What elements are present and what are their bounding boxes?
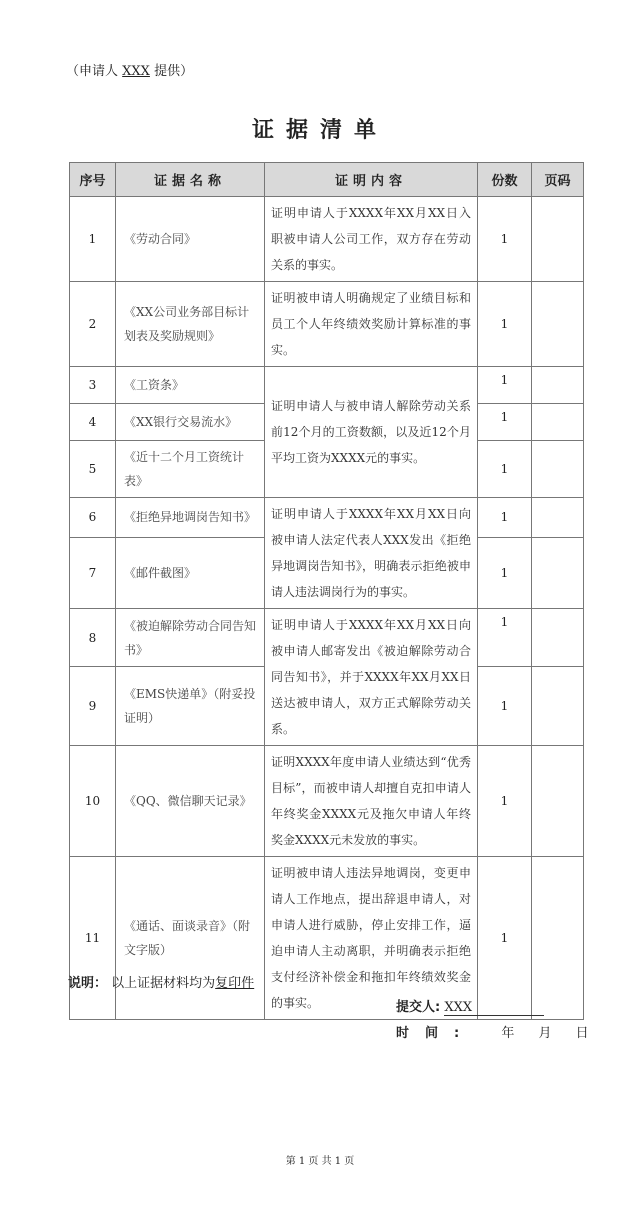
evidence-name: 《XX银行交易流水》 — [116, 404, 265, 441]
submitter-line — [396, 996, 544, 1016]
date-blank: 年 月 日 — [501, 1026, 589, 1041]
page-footer: 第 1 页 共 1 页 — [285, 1156, 355, 1167]
table-row — [70, 367, 584, 404]
copies: 1 — [478, 404, 532, 441]
evidence-name: 《近十二个月工资统计表》 — [116, 441, 265, 498]
applicant-suffix: 提供） — [154, 64, 194, 79]
row-number: 4 — [70, 404, 116, 441]
remark — [68, 972, 254, 991]
row-number: 7 — [70, 537, 116, 608]
header-no: 序号 — [70, 163, 116, 197]
row-number: 11 — [70, 857, 116, 1020]
page-number — [532, 667, 584, 746]
row-number: 6 — [70, 498, 116, 538]
table-row — [70, 282, 584, 367]
evidence-name: 《通话、面谈录音》（附文字版） — [116, 857, 265, 1020]
copies: 1 — [478, 857, 532, 1020]
table-row — [70, 746, 584, 857]
header-copies: 份数 — [478, 163, 532, 197]
row-number: 8 — [70, 609, 116, 667]
page-number — [532, 746, 584, 857]
evidence-name: 《EMS快递单》（附妥投证明） — [116, 667, 265, 746]
applicant-name: XXX — [122, 64, 150, 79]
page-number — [532, 609, 584, 667]
page-number — [532, 404, 584, 441]
date-line — [396, 1022, 589, 1041]
copies: 1 — [478, 746, 532, 857]
page-number — [532, 537, 584, 608]
table-row — [70, 197, 584, 282]
row-number: 2 — [70, 282, 116, 367]
table-header-row — [70, 163, 584, 197]
submitter-label: 提交人: — [396, 1000, 441, 1015]
row-number: 9 — [70, 667, 116, 746]
copies: 1 — [478, 367, 532, 404]
row-number: 3 — [70, 367, 116, 404]
evidence-name: 《XX公司业务部目标计划表及奖励规则》 — [116, 282, 265, 367]
remark-text: 以上证据材料均为 — [111, 976, 216, 991]
page-number — [532, 441, 584, 498]
copies: 1 — [478, 667, 532, 746]
page-title: 证据清单 — [251, 118, 388, 143]
evidence-table — [69, 162, 584, 1020]
evidence-name: 《邮件截图》 — [116, 537, 265, 608]
header-content: 证明内容 — [265, 163, 478, 197]
evidence-content: 证明申请人于XXXX年XX月XX日入职被申请人公司工作，双方存在劳动关系的事实。 — [265, 197, 478, 282]
remark-underlined: 复印件 — [215, 976, 255, 991]
evidence-name: 《工资条》 — [116, 367, 265, 404]
evidence-content: 证明申请人与被申请人解除劳动关系前12个月的工资数额，以及近12个月平均工资为XXXX元的事实。 — [265, 367, 478, 498]
page-number — [532, 282, 584, 367]
evidence-content: 证明申请人于XXXX年XX月XX日向被申请人邮寄发出《被迫解除劳动合同告知书》，并于XXXX年XX月XX日送达被申请人，双方正式解除劳动关系。 — [265, 609, 478, 746]
evidence-content: 证明被申请人明确规定了业绩目标和员工个人年终绩效奖励计算标准的事实。 — [265, 282, 478, 367]
copies: 1 — [478, 609, 532, 667]
copies: 1 — [478, 498, 532, 538]
evidence-content: 证明申请人于XXXX年XX月XX日向被申请人法定代表人XXX发出《拒绝异地调岗告知书》，明确表示拒绝被申请人违法调岗行为的事实。 — [265, 498, 478, 609]
copies: 1 — [478, 441, 532, 498]
row-number: 10 — [70, 746, 116, 857]
applicant-line — [66, 60, 193, 79]
table-row — [70, 609, 584, 667]
header-page: 页码 — [532, 163, 584, 197]
copies: 1 — [478, 197, 532, 282]
remark-label: 说明： — [68, 976, 108, 991]
row-number: 5 — [70, 441, 116, 498]
page-number — [532, 498, 584, 538]
evidence-name: 《劳动合同》 — [116, 197, 265, 282]
evidence-name: 《被迫解除劳动合同告知书》 — [116, 609, 265, 667]
header-name: 证据名称 — [116, 163, 265, 197]
evidence-name: 《拒绝异地调岗告知书》 — [116, 498, 265, 538]
copies: 1 — [478, 282, 532, 367]
page-number — [532, 197, 584, 282]
date-label: 时间: — [396, 1026, 476, 1041]
table-row — [70, 498, 584, 538]
row-number: 1 — [70, 197, 116, 282]
evidence-content: 证明XXXX年度申请人业绩达到“优秀目标”，而被申请人却擅自克扣申请人年终奖金XXXX元及拖欠申请人年终奖金XXXX元未发放的事实。 — [265, 746, 478, 857]
copies: 1 — [478, 537, 532, 608]
page-number — [532, 367, 584, 404]
applicant-prefix: （申请人 — [66, 64, 119, 79]
evidence-name: 《QQ、微信聊天记录》 — [116, 746, 265, 857]
evidence-content: 证明被申请人违法异地调岗，变更申请人工作地点，提出辞退申请人，对申请人进行威胁，停止安排工作，逼迫申请人主动离职，并明确表示拒绝支付经济补偿金和拖扣年终绩效奖金的事实。 — [265, 857, 478, 1020]
submitter-name: XXX — [444, 1000, 544, 1016]
